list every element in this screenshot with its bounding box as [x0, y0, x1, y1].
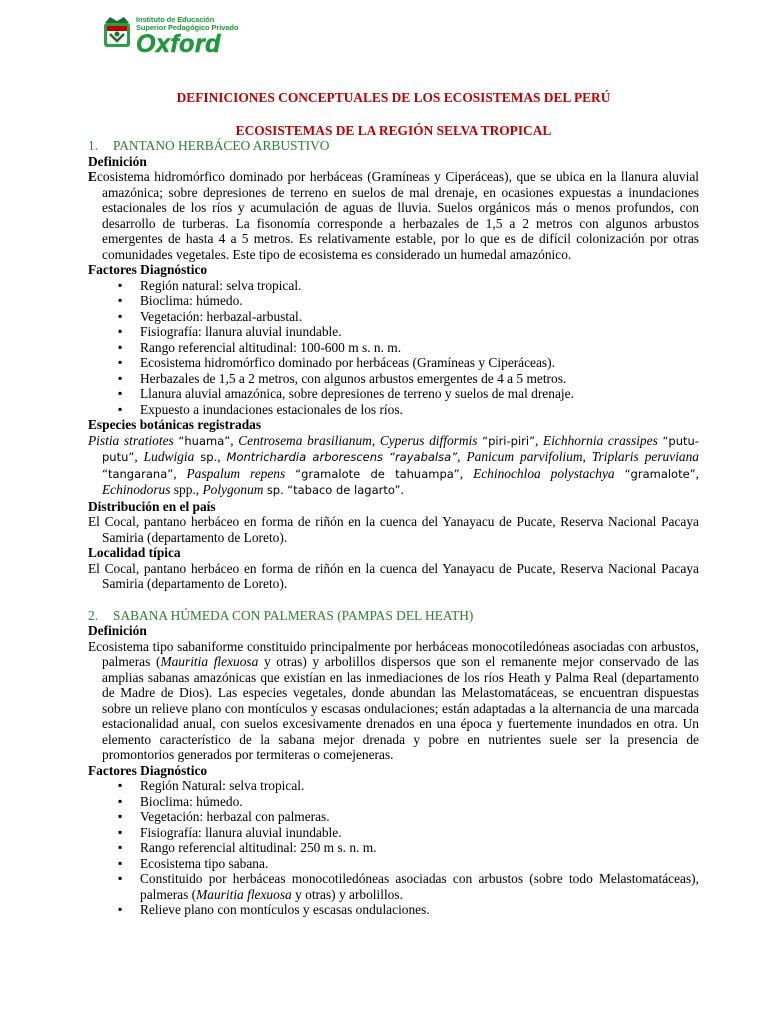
- list-item: ▪ Vegetación: herbazal-arbustal.: [88, 309, 699, 325]
- section-1-distribution-heading: Distribución en el país: [88, 498, 216, 514]
- list-item: ▪ Región natural: selva tropical.: [88, 278, 699, 294]
- species-name: Centrosema brasilianum: [238, 432, 372, 448]
- species-name: Echinodorus: [102, 482, 171, 497]
- list-item: ▪ Llanura aluvial amazónica, sobre depresiones de terreno y suelos de mal drenaje.: [88, 386, 699, 402]
- section-2-factors-list: [88, 778, 699, 918]
- section-2-number: 2.: [88, 607, 99, 623]
- section-2-title-text: SABANA HÚMEDA CON PALMERAS (PAMPAS DEL HEATH): [113, 607, 474, 623]
- factor-text-a: Constituido por herbáceas monocotiledóneas asociadas con arbustos (sobre todo Melastomatáceas), palmeras (: [140, 871, 699, 902]
- species-name: Echinochloa polystachya: [473, 465, 615, 481]
- section-1-definition-lead: E: [88, 169, 97, 184]
- species-name: Mauritia flexuosa: [196, 886, 292, 902]
- vernacular-name: “tabaco de lagarto”: [287, 483, 401, 497]
- section-2-definition-part-a: Ecosistema tipo sabaniforme constituido principalmente por herbáceas monocotiledóneas asociadas con arbustos, palmeras (: [88, 638, 699, 669]
- logo-line-1: Instituto de Educación: [136, 15, 215, 24]
- institution-logo: [100, 14, 252, 58]
- section-1-distribution-text: El Cocal, pantano herbáceo en forma de riñón en la cuenca del Yanayacu de Pucate, Reserva Nacional Pacaya Samiria (departamento de Loreto).: [88, 514, 699, 545]
- vernacular-name: “putu-putu”: [102, 433, 699, 464]
- species-name: Ludwigia: [143, 449, 195, 464]
- section-spacer: [88, 592, 699, 608]
- section-1-locality-text: El Cocal, pantano herbáceo en forma de riñón en la cuenca del Yanayacu de Pucate, Reserva Nacional Pacaya Samiria (departamento de Loreto).: [88, 560, 699, 591]
- list-item: ▪ Fisiografía: llanura aluvial inundable.: [88, 324, 699, 340]
- section-2-factors-heading: Factores Diagnóstico: [88, 762, 208, 778]
- list-item: ▪ Rango referencial altitudinal: 250 m s. n. m.: [88, 840, 699, 856]
- list-item: ▪ Ecosistema tipo sabana.: [88, 856, 699, 872]
- section-1-definition-heading: Definición: [88, 153, 147, 169]
- species-name: Pistia stratiotes: [88, 432, 174, 448]
- species-name: Eichhornia crassipes: [543, 432, 658, 448]
- list-item: ▪ Bioclima: húmedo.: [88, 293, 699, 309]
- list-item: ▪ Ecosistema hidromórfico dominado por herbáceas (Gramíneas y Ciperáceas).: [88, 355, 699, 371]
- factor-text-b: y otras) y arbolillos.: [291, 886, 403, 902]
- section-1-species-heading: Especies botánicas registradas: [88, 417, 262, 432]
- section-1-species-text: Pistia stratiotes “huama”, Centrosema brasilianum, Cyperus difformis “piri-piri”, Eichhornia crassipes “putu-putu”, Ludwigia sp., Montrichardia arborescens “rayabalsa”, Panicum parvifolium, Triplaris peruviana “tangarana”, Paspalum repens “gramalote de tahuampa”, Echinochloa polystachya “gramalote”, Echinodorus spp., Polygonum sp. “tabaco de lagarto”.: [88, 432, 700, 497]
- list-item: ▪ Expuesto a inundaciones estacionales de los ríos.: [88, 402, 699, 418]
- species-name: Montrichardia arborescens: [226, 450, 384, 464]
- crest-icon: [100, 14, 134, 50]
- logo-text: [136, 16, 238, 56]
- list-item: ▪ Vegetación: herbazal con palmeras.: [88, 809, 699, 825]
- logo-brand: Oxford: [136, 30, 221, 58]
- section-2-definition-heading: Definición: [88, 623, 147, 638]
- section-1-locality-heading: Localidad típica: [88, 545, 181, 560]
- vernacular-name: “gramalote de tahuampa”: [295, 466, 460, 481]
- species-abbrev: sp.: [200, 450, 218, 464]
- logo-line-2: Superior Pedagógico Privado: [136, 23, 239, 32]
- list-item: ▪ Bioclima: húmedo.: [88, 794, 699, 810]
- document-body: [88, 90, 699, 918]
- section-2-title: [88, 608, 699, 624]
- list-item: ▪ Rango referencial altitudinal: 100-600 m s. n. m.: [88, 340, 699, 356]
- section-2-definition-text: [88, 639, 699, 763]
- section-1-definition-text: [88, 169, 699, 262]
- document-title: DEFINICIONES CONCEPTUALES DE LOS ECOSISTEMAS DEL PERÚ: [176, 90, 611, 105]
- section-1-factors-heading: Factores Diagnóstico: [88, 262, 208, 277]
- vernacular-name: “tangarana”: [102, 466, 174, 481]
- vernacular-name: “rayabalsa”: [389, 450, 458, 464]
- section-1-factors-list: [88, 278, 699, 418]
- section-1-title: [88, 138, 699, 154]
- list-item: [88, 871, 699, 902]
- species-name: Panicum parvifolium: [466, 449, 583, 464]
- section-1-title-text: PANTANO HERBÁCEO ARBUSTIVO: [113, 138, 330, 153]
- species-name: Cyperus difformis: [379, 432, 478, 448]
- species-name: Triplaris peruviana: [591, 449, 700, 464]
- section-2-definition-part-b: y otras) y arbolillos dispersos que son el remanente mejor conservado de las amplias sabanas amazónicas que existían en las inmediaciones de los ríos Heath y Palma Real (departamento de Madre de Dios). Las especies vegetales, donde abundan las Melastomatáceas, se encuentran dispuestas sobre un relieve plano con montículos y escasas ondulaciones; están adaptadas a la alternancia de una marcada estacionalidad anual, con suelos excesivamente drenados en una época y fuertemente inundados en otra. Un elemento característico de la sabana mejor drenada y pobre en nutrientes suele ser la presencia de promontorios generados por termiteras o comejeneras.: [102, 654, 700, 762]
- vernacular-name: “huama”: [178, 433, 231, 448]
- species-abbrev: spp.: [173, 482, 196, 497]
- vernacular-name: “gramalote”: [624, 466, 696, 481]
- list-item: ▪ Fisiografía: llanura aluvial inundable.: [88, 825, 699, 841]
- species-abbrev: sp.: [266, 483, 284, 497]
- list-item: ▪ Relieve plano con montículos y escasas ondulaciones.: [88, 902, 699, 918]
- species-name: Polygonum: [202, 482, 264, 497]
- species-name: Paspalum repens: [186, 465, 286, 481]
- species-name: Mauritia flexuosa: [160, 654, 259, 669]
- section-1-number: 1.: [88, 138, 99, 153]
- section-1-definition-body: cosistema hidromórfico dominado por herbáceas (Gramíneas y Ciperáceas), que se ubica en la llanura aluvial amazónica; sobre depresiones de terreno en suelos de mal drenaje, en ocasiones expuestas a inundaciones estacionales de los ríos y acumulación de aguas de lluvia. Suelos orgánicos más o menos profundos, con desarrollo de turberas. La fisonomía corresponde a herbazales de 1,5 a 2 metros con algunos arbustos emergentes de hasta 4 a 5 metros. Es relativamente estable, por lo que es de difícil colonización por otras comunidades vegetales. Este tipo de ecosistema es considerado un humedal amazónico.: [96, 169, 699, 262]
- list-item: ▪ Herbazales de 1,5 a 2 metros, con algunos arbustos emergentes de 4 a 5 metros.: [88, 371, 699, 387]
- list-item: ▪ Región Natural: selva tropical.: [88, 778, 699, 794]
- vernacular-name: “piri-piri”: [482, 433, 536, 448]
- region-title: ECOSISTEMAS DE LA REGIÓN SELVA TROPICAL: [235, 122, 552, 138]
